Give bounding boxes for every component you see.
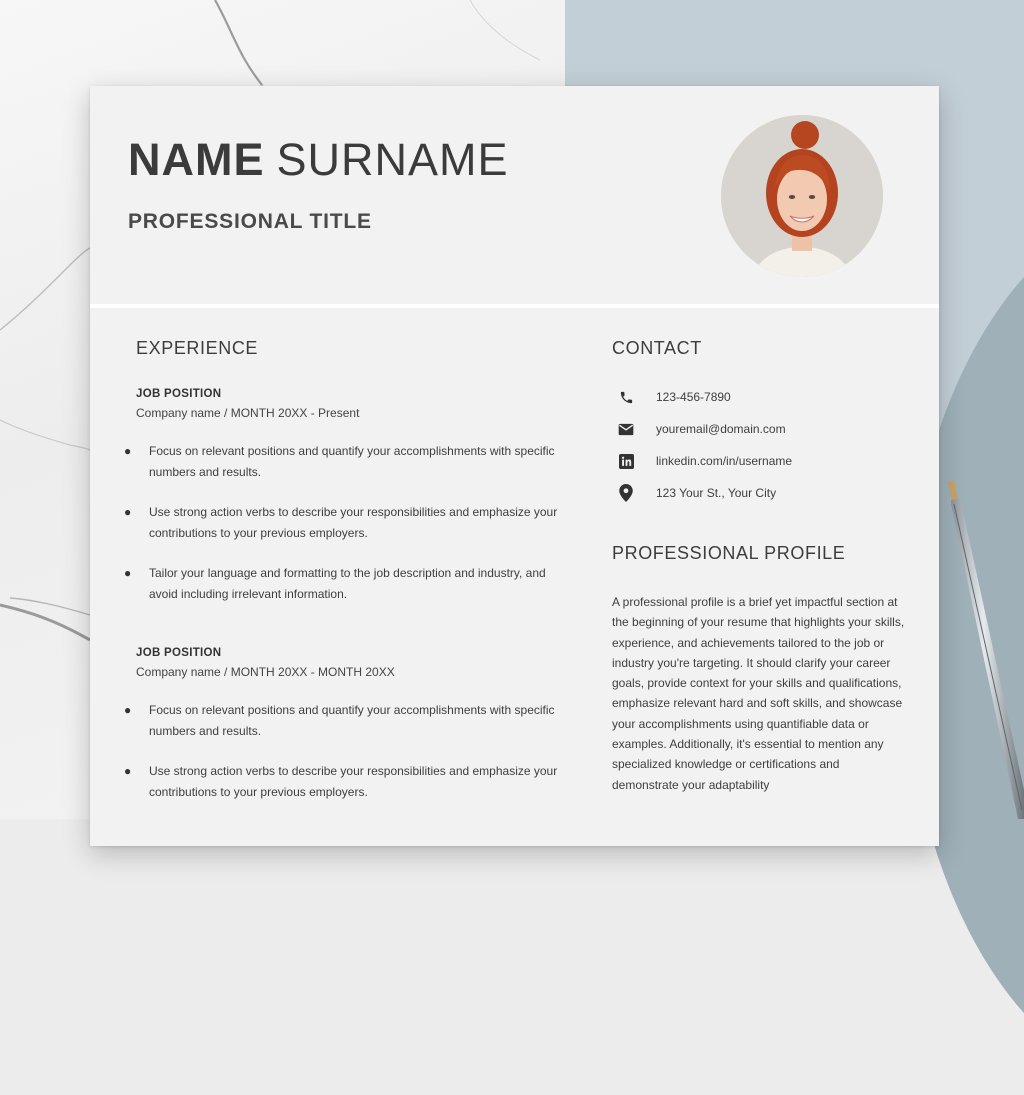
first-name: NAME [128,134,265,185]
contact-text: youremail@domain.com [656,422,786,436]
job-position: JOB POSITION [136,647,222,659]
bullet-dot-icon: ● [124,505,132,519]
linkedin-icon [618,453,634,469]
job-company: Company name / MONTH 20XX - MONTH 20XX [136,665,395,679]
contact-email [612,413,907,445]
job-position: JOB POSITION [136,388,222,400]
bullet-dot-icon: ● [124,566,132,580]
bullet-text: Use strong action verbs to describe your responsibilities and emphasize your contributions to your previous employers. [149,505,558,540]
bullet-dot-icon: ● [124,764,132,778]
experience-heading: EXPERIENCE [136,338,259,358]
list-item [124,441,576,482]
contact-text: 123-456-7890 [656,390,731,404]
bullet-dot-icon: ● [124,703,132,717]
list-item [124,761,576,802]
job-company: Company name / MONTH 20XX - Present [136,406,360,420]
profile-photo [721,115,883,277]
bullet-text: Tailor your language and formatting to the job description and industry, and avoid including irrelevant information. [149,566,546,601]
job-bullets [124,441,576,604]
list-item [124,502,576,543]
pen-decoration [930,470,1024,819]
bullet-text: Focus on relevant positions and quantify your accomplishments with specific numbers and results. [149,703,555,738]
contact-list [612,381,907,509]
list-item [124,563,576,604]
contact-address [612,477,907,509]
contact-heading: CONTACT [612,338,702,358]
email-icon [618,421,634,437]
contact-phone [612,381,907,413]
bullet-dot-icon: ● [124,444,132,458]
contact-text: 123 Your St., Your City [656,486,777,500]
job-entry [124,647,576,802]
phone-icon [618,389,634,405]
profile-heading: PROFESSIONAL PROFILE [612,543,846,563]
contact-text: linkedin.com/in/username [656,454,793,468]
experience-section [124,338,576,802]
job-bullets [124,700,576,802]
last-name: SURNAME [276,134,509,185]
header-divider [90,304,939,308]
profile-paragraph: A professional profile is a brief yet impactful section at the beginning of your resume that highlights your skills, experience, and achievements tailored to the job or industry you're targeting. It should clarify your career goals, provide context for your skills and qualifications, emphasize relevant hard and soft skills, and showcase your accomplishments using quantifiable data or examples. Additionally, it's essential to mention any specialized knowledge or certifications and demonstrate your adaptability [612,595,905,792]
bullet-text: Focus on relevant positions and quantify your accomplishments with specific numbers and results. [149,444,555,479]
resume-sheet [90,86,939,846]
location-pin-icon [618,485,634,501]
professional-title: PROFESSIONAL TITLE [128,210,372,233]
bullet-text: Use strong action verbs to describe your responsibilities and emphasize your contributions to your previous employers. [149,764,558,799]
list-item [124,700,576,741]
job-entry [124,388,576,604]
contact-linkedin [612,445,907,477]
sidebar-column [612,338,907,795]
candidate-name [128,134,509,186]
